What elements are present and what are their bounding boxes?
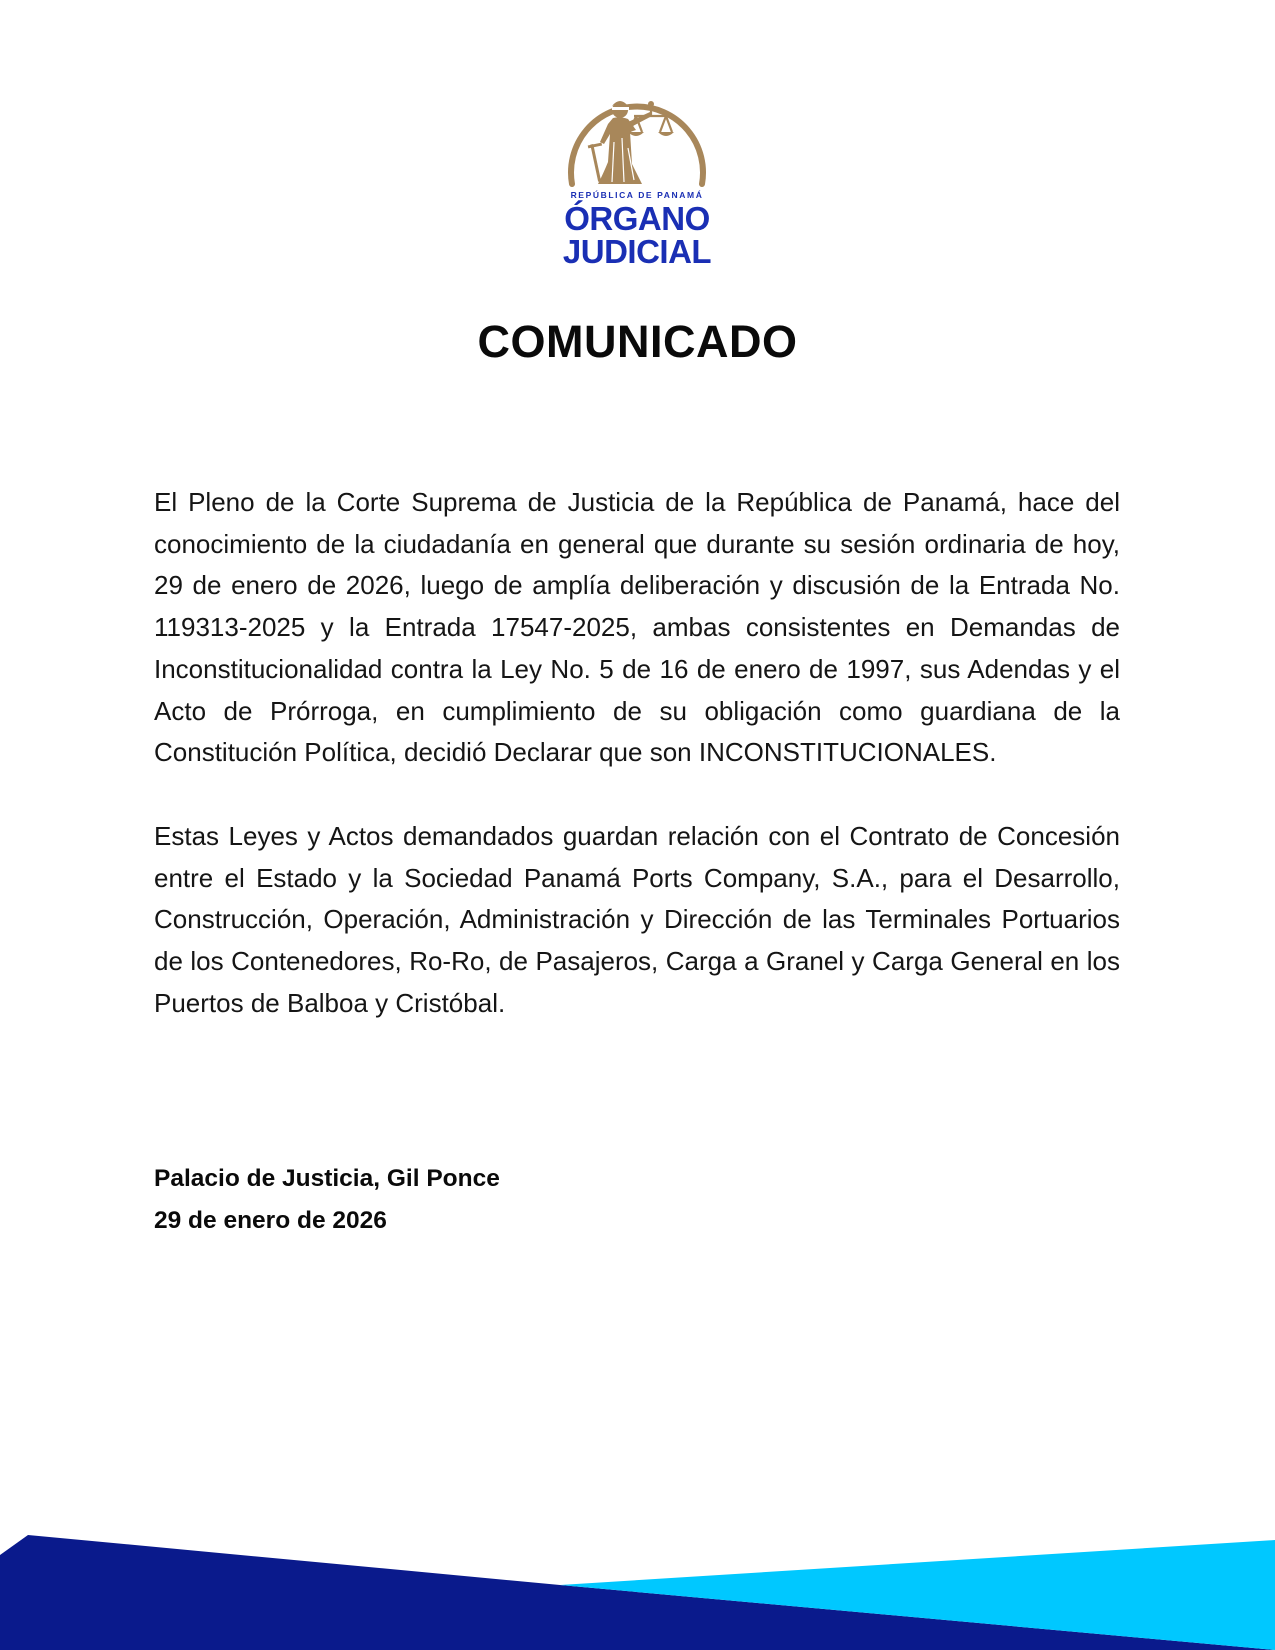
organo-judicial-logo	[558, 72, 716, 272]
body-paragraph-1: El Pleno de la Corte Suprema de Justicia de la República de Panamá, hace del conocimiento de la ciudadanía en general que durante su sesión ordinaria de hoy, 29 de enero de 2026, luego de amplía deliberación y discusión de la Entrada No. 119313-2025 y la Entrada 17547-2025, ambas consistentes en Demandas de Inconstitucionalidad contra la Ley No. 5 de 16 de enero de 1997, sus Adendas y el Acto de Prórroga, en cumplimiento de su obligación como guardiana de la Constitución Política, decidió Declarar que son INCONSTITUCIONALES.	[154, 487, 1120, 768]
logo-organo-text: ÓRGANO	[564, 200, 710, 237]
logo-republica-text: REPÚBLICA DE PANAMÁ	[570, 190, 704, 200]
page-title: COMUNICADO	[477, 316, 798, 367]
communique-body	[154, 482, 1120, 1024]
signature-place: Palacio de Justicia, Gil Ponce	[154, 1165, 500, 1192]
logo-judicial-text: JUDICIAL	[562, 233, 712, 270]
footer-decoration	[0, 1535, 1275, 1650]
signature-block	[154, 1158, 500, 1242]
body-paragraph-2: Estas Leyes y Actos demandados guardan relación con el Contrato de Concesión entre el Estado y la Sociedad Panamá Ports Company, S.A., para el Desarrollo, Construcción, Operación, Administración y Dirección de las Terminales Portuarios de los Contenedores, Ro-Ro, de Pasajeros, Carga a Granel y Carga General en los Puertos de Balboa y Cristóbal.	[154, 820, 1120, 1018]
signature-date: 29 de enero de 2026	[154, 1207, 387, 1234]
